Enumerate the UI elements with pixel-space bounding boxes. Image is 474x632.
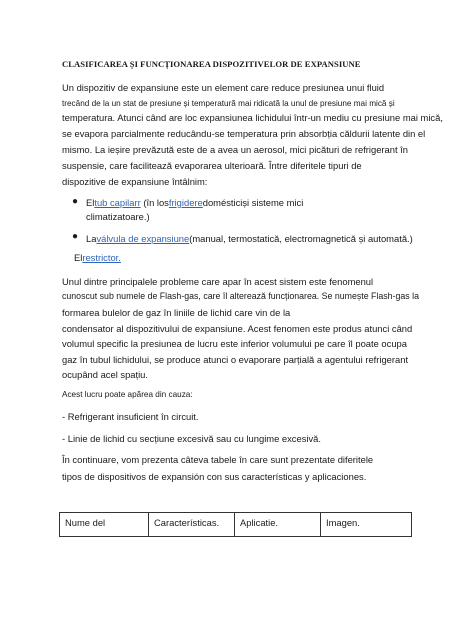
link-restrictor[interactable]: restrictor. [82, 252, 121, 263]
bullet-text: La [86, 233, 97, 244]
cause-intro: Acest lucru poate apărea din cauza: [62, 390, 193, 399]
link-capillary-tube[interactable]: tub capilarr [94, 197, 141, 208]
paragraph-line: cunoscut sub numele de Flash-gas, care îl alterează funcționarea. Se numește Flash-gas la [62, 291, 419, 301]
table-header-row [59, 512, 412, 537]
paragraph-line: În continuare, vom prezenta câteva tabele în care sunt prezentate diferitele [62, 454, 374, 465]
bullet-text: (în los [140, 197, 169, 208]
paragraph-line: dispozitive de expansiune întâlnim: [62, 176, 208, 187]
restrictor-line [74, 252, 121, 263]
paragraph-line: temperatura. Atunci când are loc expansiunea lichidului într-un mediu cu presiune mai mică, [62, 112, 443, 123]
cause-item: - Refrigerant insuficient în circuit. [62, 411, 199, 422]
restrictor-prefix: El [74, 252, 83, 263]
table-header-cell: Aplicatie. [235, 513, 321, 536]
table-header-cell: Imagen. [326, 517, 360, 528]
table-header-cell: Nume del [60, 513, 149, 536]
link-expansion-valve[interactable]: válvula de expansiune [96, 233, 190, 244]
bullet-item-valve [86, 233, 413, 244]
paragraph-line: tipos de dispositivos de expansión con sus características y aplicaciones. [62, 471, 367, 482]
link-refrigerators[interactable]: frigidere [168, 197, 203, 208]
paragraph-line: mismo. La ieșire prevăzută este de a avea un aerosol, mici picături de refrigerant în [62, 144, 409, 155]
bullet-icon: ● [72, 196, 79, 207]
paragraph-line: Unul dintre principalele probleme care apar în acest sistem este fenomenul [62, 276, 374, 287]
bullet-text: domésticiși sisteme mici [202, 197, 304, 208]
paragraph-line: suspensie, care facilitează evaporarea ulterioară. Între diferitele tipuri de [62, 160, 362, 171]
table-header-cell: Características. [149, 513, 235, 536]
bullet-continuation: climatizatoare.) [86, 211, 150, 222]
paragraph-line: condensator al dispozitivului de expansiune. Acest fenomen este produs atunci când [62, 323, 413, 334]
paragraph-line: volumul specific la presiunea de lucru este inferior volumului pe care îl poate ocupa [62, 338, 407, 349]
paragraph-line: gaz în tubul lichidului, se produce atunci o evaporare parțială a agentului refrigerant [62, 354, 409, 365]
bullet-item-capillary [86, 197, 303, 208]
bullet-text: El [86, 197, 95, 208]
cause-item: - Linie de lichid cu secțiune excesivă sau cu lungime excesivă. [62, 433, 321, 444]
bullet-icon: ● [72, 231, 79, 242]
bullet-text: (manual, termostatică, electromagnetică și automată.) [189, 233, 413, 244]
paragraph-line: Un dispozitiv de expansiune este un element care reduce presiunea unui fluid [62, 82, 385, 93]
document-title: CLASIFICAREA ȘI FUNCȚIONAREA DISPOZITIVELOR DE EXPANSIUNE [62, 59, 361, 69]
paragraph-line: se evapora parcialmente reducându-se temperatura prin absorbția căldurii latente din el [62, 128, 426, 139]
paragraph-line: formarea bulelor de gaz în liniile de lichid care vin de la [62, 307, 291, 318]
paragraph-line: ocupând acel spațiu. [62, 369, 149, 380]
paragraph-line: trecând de la un stat de presiune și temperatură mai ridicată la unul de presiune mai mică și [62, 99, 395, 108]
